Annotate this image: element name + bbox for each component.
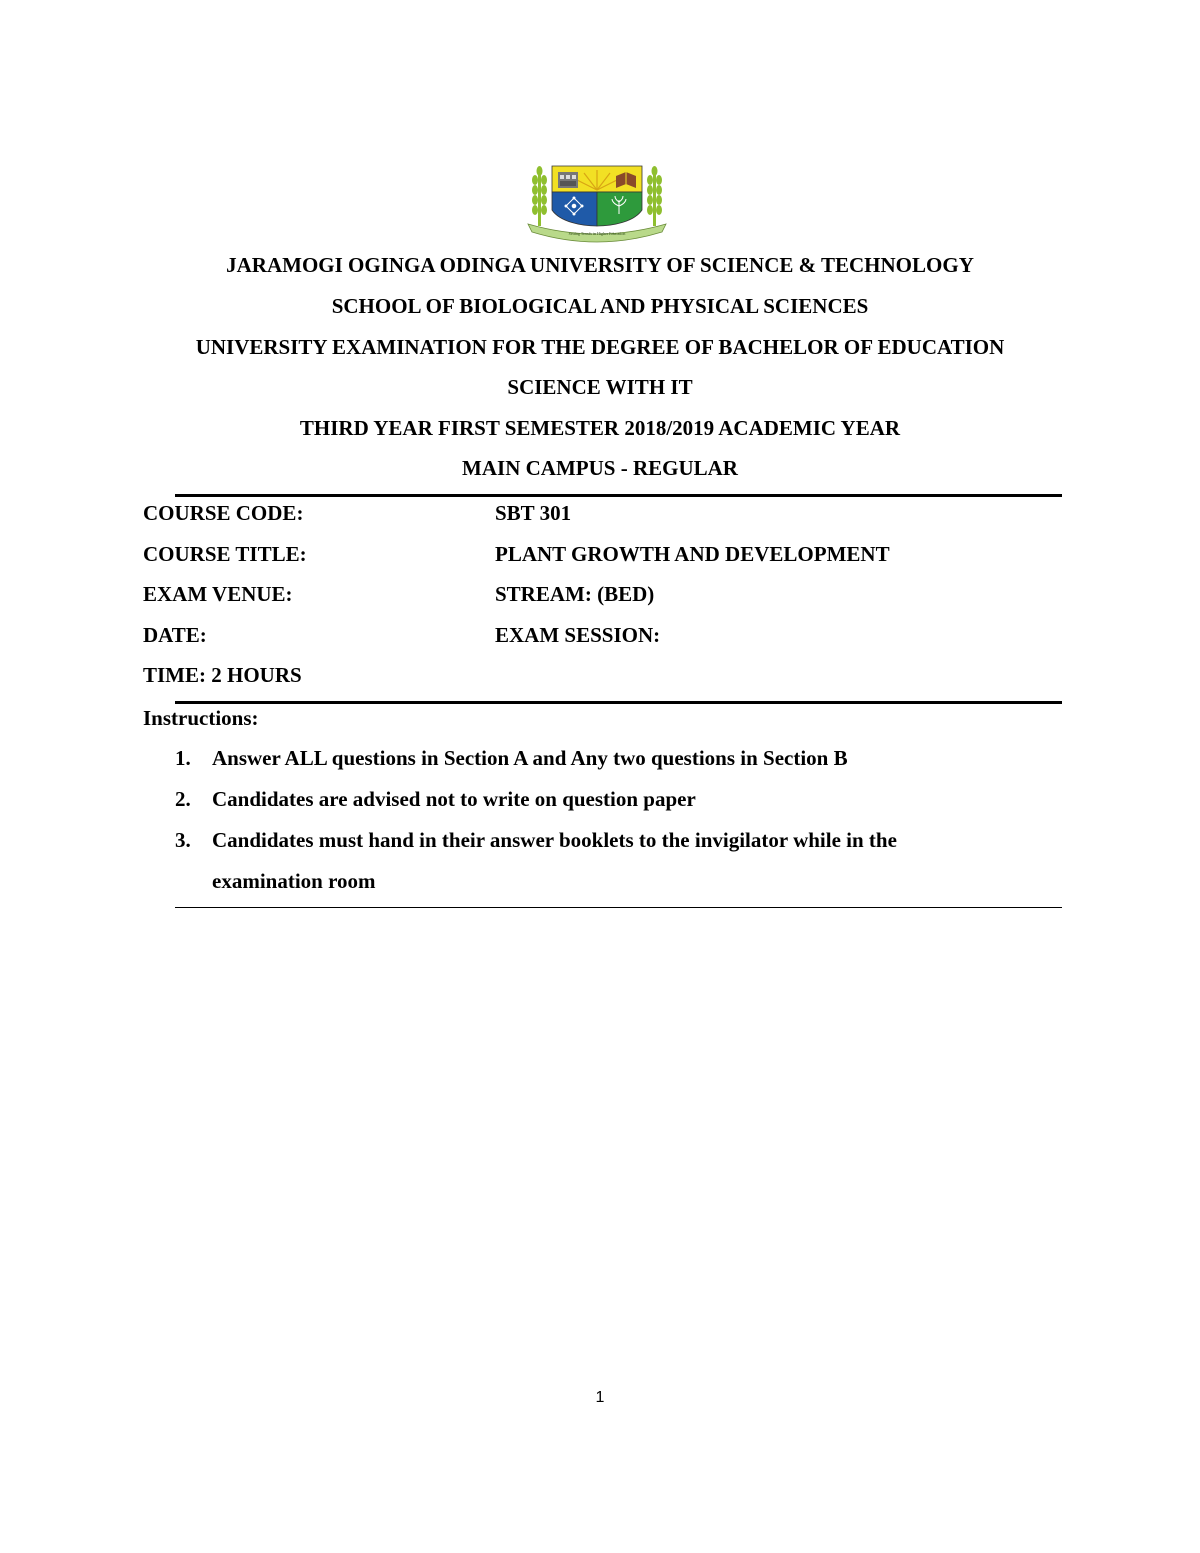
divider-middle: [175, 701, 1062, 704]
exam-title-line1: UNIVERSITY EXAMINATION FOR THE DEGREE OF BACHELOR OF EDUCATION: [195, 335, 1005, 359]
exam-session-label: EXAM SESSION:: [495, 623, 661, 647]
academic-year: THIRD YEAR FIRST SEMESTER 2018/2019 ACADEMIC YEAR: [299, 416, 901, 440]
crest-motto: Setting Trends in Higher Education: [568, 231, 626, 236]
time-label: TIME: 2 HOURS: [143, 663, 302, 687]
course-title-value: PLANT GROWTH AND DEVELOPMENT: [495, 542, 890, 566]
wheat-left-icon: [532, 166, 547, 226]
divider-top: [175, 494, 1062, 497]
instruction-1-number: 1.: [175, 746, 191, 770]
date-label: DATE:: [143, 623, 207, 647]
course-code-label: COURSE CODE:: [143, 501, 304, 525]
instruction-2-number: 2.: [175, 787, 191, 811]
course-title-label: COURSE TITLE:: [143, 542, 307, 566]
university-crest-logo: [522, 162, 672, 244]
page-number: 1: [595, 1389, 605, 1406]
school-name: SCHOOL OF BIOLOGICAL AND PHYSICAL SCIENCES: [331, 294, 869, 318]
instructions-title: Instructions:: [143, 706, 259, 730]
university-name: JARAMOGI OGINGA ODINGA UNIVERSITY OF SCIENCE & TECHNOLOGY: [226, 253, 974, 277]
divider-bottom: [175, 907, 1062, 908]
building-icon: [558, 172, 578, 188]
instruction-3-number: 3.: [175, 828, 191, 852]
exam-venue-label: EXAM VENUE:: [143, 582, 293, 606]
instruction-1-text: Answer ALL questions in Section A and Any two questions in Section B: [212, 746, 848, 770]
instruction-3-text: Candidates must hand in their answer booklets to the invigilator while in the: [212, 828, 897, 852]
campus: MAIN CAMPUS - REGULAR: [462, 456, 738, 480]
instruction-3-continuation: examination room: [212, 869, 376, 893]
instruction-2-text: Candidates are advised not to write on question paper: [212, 787, 696, 811]
course-code-value: SBT 301: [495, 501, 572, 525]
exam-title-line2: SCIENCE WITH IT: [507, 375, 693, 399]
wheat-right-icon: [647, 166, 662, 226]
stream-value: STREAM: (BED): [495, 582, 655, 606]
